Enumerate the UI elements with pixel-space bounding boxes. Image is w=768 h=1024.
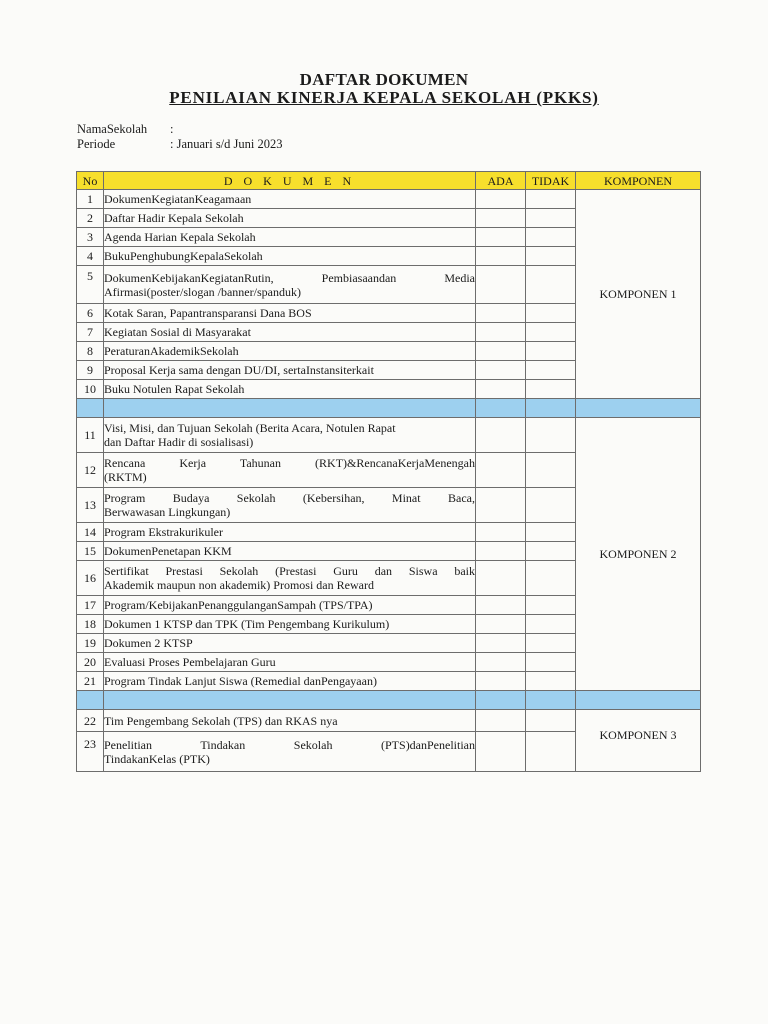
- tidak-cell[interactable]: [526, 710, 576, 732]
- ada-cell[interactable]: [476, 266, 526, 304]
- row-document-line1: Penelitian Tindakan Sekolah (PTS)danPenelitian: [104, 737, 475, 752]
- row-document: Buku Notulen Rapat Sekolah: [104, 380, 476, 399]
- ada-cell[interactable]: [476, 418, 526, 453]
- row-document-line2: (RKTM): [104, 470, 147, 484]
- row-document: Daftar Hadir Kepala Sekolah: [104, 209, 476, 228]
- tidak-cell[interactable]: [526, 209, 576, 228]
- row-document-line2: Berwawasan Lingkungan): [104, 505, 231, 519]
- row-number: 17: [77, 596, 104, 615]
- row-document-line1: Visi, Misi, dan Tujuan Sekolah (Berita Acara, Notulen Rapat: [104, 421, 396, 435]
- tidak-cell[interactable]: [526, 323, 576, 342]
- header-dokumen: D O K U M E N: [104, 172, 476, 190]
- section-separator: [77, 399, 701, 418]
- row-document: [104, 418, 476, 453]
- row-number: 11: [77, 418, 104, 453]
- row-number: 16: [77, 561, 104, 596]
- period-label: Periode: [77, 137, 116, 151]
- tidak-cell[interactable]: [526, 453, 576, 488]
- period-value: : Januari s/d Juni 2023: [170, 137, 283, 151]
- row-number: 5: [77, 266, 104, 304]
- section-separator: [77, 691, 701, 710]
- tidak-cell[interactable]: [526, 653, 576, 672]
- ada-cell[interactable]: [476, 453, 526, 488]
- ada-cell[interactable]: [476, 209, 526, 228]
- ada-cell[interactable]: [476, 561, 526, 596]
- document-subtitle: PENILAIAN KINERJA KEPALA SEKOLAH (PKKS): [169, 88, 599, 107]
- ada-cell[interactable]: [476, 488, 526, 523]
- ada-cell[interactable]: [476, 596, 526, 615]
- row-document: [104, 561, 476, 596]
- ada-cell[interactable]: [476, 304, 526, 323]
- row-number: 12: [77, 453, 104, 488]
- tidak-cell[interactable]: [526, 542, 576, 561]
- row-number: 2: [77, 209, 104, 228]
- ada-cell[interactable]: [476, 342, 526, 361]
- ada-cell[interactable]: [476, 542, 526, 561]
- tidak-cell[interactable]: [526, 342, 576, 361]
- row-number: 9: [77, 361, 104, 380]
- row-document: [104, 732, 476, 772]
- row-document: Tim Pengembang Sekolah (TPS) dan RKAS nya: [104, 710, 476, 732]
- row-document: Agenda Harian Kepala Sekolah: [104, 228, 476, 247]
- row-document-line1: Rencana Kerja Tahunan (RKT)&RencanaKerjaMenengah: [104, 456, 475, 470]
- tidak-cell[interactable]: [526, 304, 576, 323]
- komponen-2-cell: KOMPONEN 2: [576, 418, 701, 691]
- table-row: [77, 710, 701, 732]
- row-document: BukuPenghubungKepalaSekolah: [104, 247, 476, 266]
- header-tidak: TIDAK: [526, 172, 576, 190]
- row-number: 10: [77, 380, 104, 399]
- ada-cell[interactable]: [476, 615, 526, 634]
- document-table: [76, 171, 701, 772]
- row-document: Program Tindak Lanjut Siswa (Remedial danPengayaan): [104, 672, 476, 691]
- komponen-1-cell: KOMPONEN 1: [576, 190, 701, 399]
- row-number: 4: [77, 247, 104, 266]
- ada-cell[interactable]: [476, 190, 526, 209]
- row-number: 7: [77, 323, 104, 342]
- row-document-line1: Sertifikat Prestasi Sekolah (Prestasi Guru dan Siswa baik: [104, 564, 475, 578]
- row-number: 13: [77, 488, 104, 523]
- row-document-line2: Afirmasi(poster/slogan /banner/spanduk): [104, 284, 301, 299]
- ada-cell[interactable]: [476, 732, 526, 772]
- row-document: DokumenKegiatanKeagamaan: [104, 190, 476, 209]
- table-row: [77, 418, 701, 453]
- row-document-line2: Akademik maupun non akademik) Promosi dan Reward: [104, 578, 374, 592]
- row-document-line1: Program Budaya Sekolah (Kebersihan, Minat Baca,: [104, 491, 475, 505]
- tidak-cell[interactable]: [526, 523, 576, 542]
- row-document: [104, 453, 476, 488]
- tidak-cell[interactable]: [526, 190, 576, 209]
- ada-cell[interactable]: [476, 710, 526, 732]
- row-document: Program/KebijakanPenanggulanganSampah (TPS/TPA): [104, 596, 476, 615]
- row-document: Kegiatan Sosial di Masyarakat: [104, 323, 476, 342]
- school-name-line: [77, 122, 173, 137]
- row-number: 14: [77, 523, 104, 542]
- row-number: 15: [77, 542, 104, 561]
- school-name-value: :: [170, 122, 174, 136]
- tidak-cell[interactable]: [526, 634, 576, 653]
- tidak-cell[interactable]: [526, 380, 576, 399]
- ada-cell[interactable]: [476, 634, 526, 653]
- header-komponen: KOMPONEN: [576, 172, 701, 190]
- row-document: Dokumen 2 KTSP: [104, 634, 476, 653]
- row-document: [104, 266, 476, 304]
- tidak-cell[interactable]: [526, 418, 576, 453]
- school-name-label: NamaSekolah: [77, 122, 148, 136]
- row-document: Program Ekstrakurikuler: [104, 523, 476, 542]
- ada-cell[interactable]: [476, 380, 526, 399]
- row-document: Dokumen 1 KTSP dan TPK (Tim Pengembang Kurikulum): [104, 615, 476, 634]
- tidak-cell[interactable]: [526, 672, 576, 691]
- row-document: Kotak Saran, Papantransparansi Dana BOS: [104, 304, 476, 323]
- row-document-line2: dan Daftar Hadir di sosialisasi): [104, 435, 254, 449]
- komponen-3-cell: KOMPONEN 3: [576, 710, 701, 772]
- tidak-cell[interactable]: [526, 361, 576, 380]
- row-document: [104, 488, 476, 523]
- row-number: 19: [77, 634, 104, 653]
- table-row: [77, 190, 701, 209]
- tidak-cell[interactable]: [526, 732, 576, 772]
- row-number: 3: [77, 228, 104, 247]
- row-document-line1: DokumenKebijakanKegiatanRutin, Pembiasaandan Media: [104, 270, 475, 285]
- header-ada: ADA: [476, 172, 526, 190]
- row-number: 6: [77, 304, 104, 323]
- tidak-cell[interactable]: [526, 266, 576, 304]
- ada-cell[interactable]: [476, 523, 526, 542]
- row-number: 8: [77, 342, 104, 361]
- row-document: Proposal Kerja sama dengan DU/DI, sertaInstansiterkait: [104, 361, 476, 380]
- ada-cell[interactable]: [476, 653, 526, 672]
- ada-cell[interactable]: [476, 228, 526, 247]
- row-number: 21: [77, 672, 104, 691]
- tidak-cell[interactable]: [526, 561, 576, 596]
- tidak-cell[interactable]: [526, 228, 576, 247]
- tidak-cell[interactable]: [526, 615, 576, 634]
- ada-cell[interactable]: [476, 361, 526, 380]
- row-document: PeraturanAkademikSekolah: [104, 342, 476, 361]
- tidak-cell[interactable]: [526, 596, 576, 615]
- row-number: 23: [77, 732, 104, 772]
- ada-cell[interactable]: [476, 323, 526, 342]
- table-header-row: [77, 172, 701, 190]
- ada-cell[interactable]: [476, 672, 526, 691]
- period-line: [77, 137, 283, 152]
- tidak-cell[interactable]: [526, 247, 576, 266]
- row-number: 18: [77, 615, 104, 634]
- tidak-cell[interactable]: [526, 488, 576, 523]
- row-document: Evaluasi Proses Pembelajaran Guru: [104, 653, 476, 672]
- document-title: DAFTAR DOKUMEN: [299, 70, 469, 89]
- row-document: DokumenPenetapan KKM: [104, 542, 476, 561]
- header-no: No: [77, 172, 104, 190]
- row-number: 1: [77, 190, 104, 209]
- ada-cell[interactable]: [476, 247, 526, 266]
- row-document-line2: TindakanKelas (PTK): [104, 751, 210, 766]
- row-number: 22: [77, 710, 104, 732]
- row-number: 20: [77, 653, 104, 672]
